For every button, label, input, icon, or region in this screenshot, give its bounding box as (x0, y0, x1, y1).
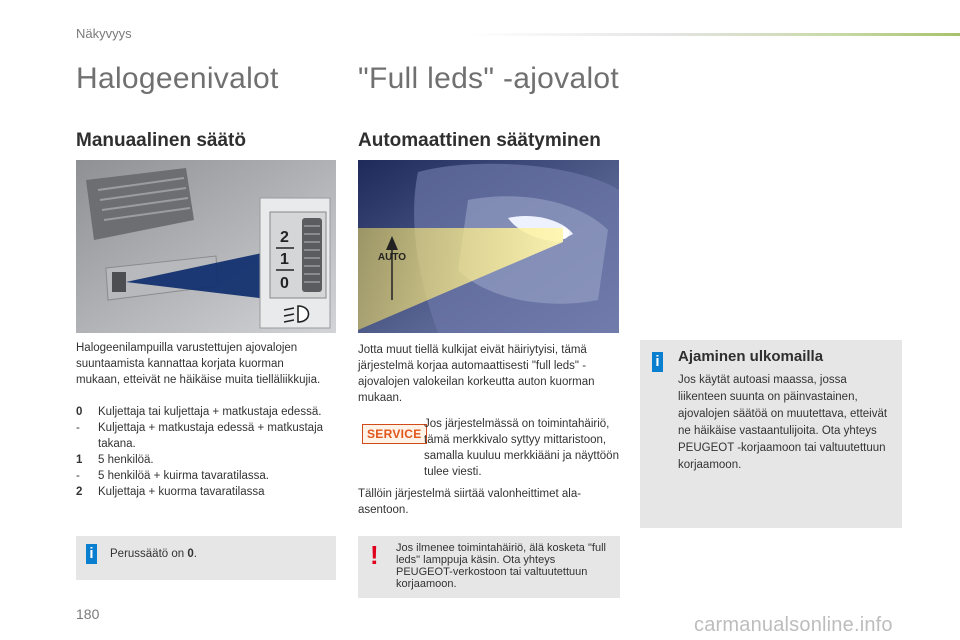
warning-box (358, 536, 620, 598)
warning-text: Jos ilmenee toimintahäiriö, älä kosketa "full leds" lamppuja käsin. Ota yhteys PEUGEOT-verkostoon tai valtuutettuun korjaamoon. (396, 542, 606, 590)
service-badge-label: SERVICE (362, 424, 427, 444)
dial-label-1: 1 (280, 251, 289, 268)
settings-row (76, 484, 326, 500)
watermark: carmanualsonline.info (694, 614, 893, 636)
dial-label-0: 0 (280, 275, 289, 292)
info-box-default (76, 536, 336, 580)
settings-key: - (76, 422, 80, 434)
info-icon: i (86, 544, 97, 564)
page-title-right: "Full leds" -ajovalot (358, 62, 620, 95)
settings-text: 5 henkilöä + kuirma tavaratilassa. (98, 470, 269, 482)
subtitle-manual: Manuaalinen säätö (76, 130, 246, 151)
page-number: 180 (76, 606, 100, 622)
settings-key: 0 (76, 406, 83, 418)
settings-row (76, 420, 326, 452)
warning-icon: ! (370, 540, 379, 570)
auto-label: AUTO (377, 252, 407, 263)
settings-key: 1 (76, 454, 83, 466)
left-intro: Halogeenilampuilla varustettujen ajovalojen suuntaamista kannattaa korjata kuorman mukaan, etteivät ne häikäise muita tielläliikkujia. (76, 342, 321, 386)
abroad-title: Ajaminen ulkomailla (678, 348, 824, 365)
settings-row (76, 468, 326, 484)
page-title-left: Halogeenivalot (76, 62, 279, 95)
settings-text: Kuljettaja tai kuljettaja + matkustaja edessä. (98, 406, 322, 418)
headlight-illustration (358, 160, 619, 333)
section-label: Näkyvyys (76, 26, 132, 41)
info-default-text: Perussäätö on 0. (110, 548, 197, 560)
settings-list (76, 404, 326, 500)
info-default-value: 0 (187, 548, 194, 560)
subtitle-automatic: Automaattinen säätyminen (358, 130, 601, 151)
settings-key: 2 (76, 486, 83, 498)
settings-row (76, 452, 326, 468)
info-icon: i (652, 352, 663, 372)
settings-key: - (76, 470, 80, 482)
dial-label-2: 2 (280, 229, 289, 246)
header-rule (470, 33, 960, 36)
dashboard-illustration (76, 160, 336, 333)
service-text: Jos järjestelmässä on toimintahäiriö, tämä merkkivalo syttyy mittaristoon, samalla kuuluu merkkiääni ja näyttöön tulee viesti. (424, 418, 619, 478)
auto-para1: Jotta muut tiellä kulkijat eivät häiriytyisi, tämä järjestelmä korjaa automaattisesti "full leds" -ajovalojen valokeilan korkeutta auton kuorman mukaan. (358, 344, 595, 404)
abroad-box (640, 340, 902, 528)
service-badge (362, 425, 427, 443)
settings-text: Kuljettaja + kuorma tavaratilassa (98, 486, 265, 498)
settings-row (76, 404, 326, 420)
abroad-text: Jos käytät autoasi maassa, jossa liikenteen suunta on päinvastainen, ajovalojen säätöä on muutettava, etteivät ne häikäise vastaantulijoita. Ota yhteys PEUGEOT -korjaamoon tai valtuutettuun korjaamoon. (678, 374, 888, 471)
settings-text: 5 henkilöä. (98, 454, 154, 466)
auto-para2: Tällöin järjestelmä siirtää valonheittimet ala-asentoon. (358, 488, 582, 516)
settings-text: Kuljettaja + matkustaja edessä + matkustaja takana. (98, 422, 324, 450)
